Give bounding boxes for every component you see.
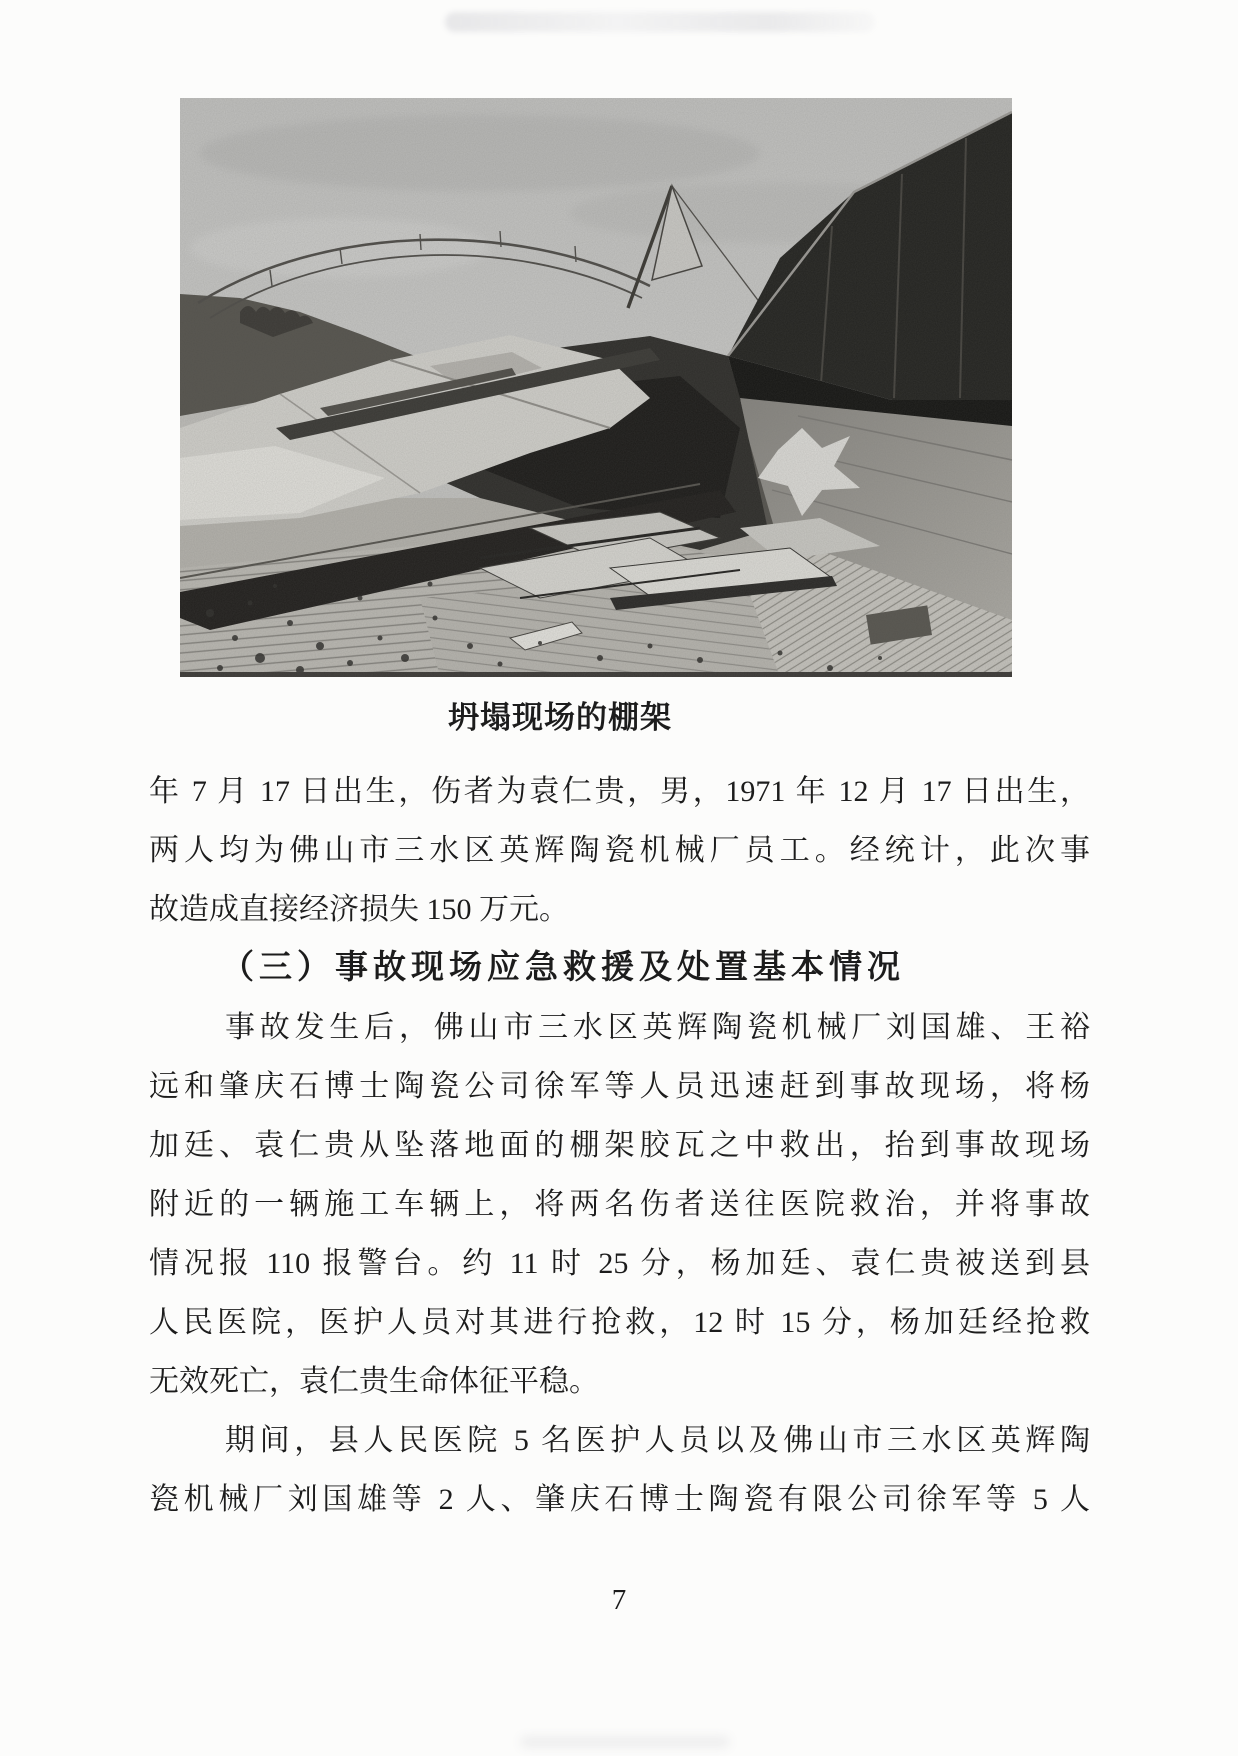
body-line-7: 加廷、袁仁贵从坠落地面的棚架胶瓦之中救出，抬到事故现场 [149, 1129, 1090, 1162]
section-heading: （三）事故现场应急救援及处置基本情况 [221, 950, 905, 986]
body-line-8: 附近的一辆施工车辆上，将两名伤者送往医院救治，并将事故 [149, 1188, 1090, 1221]
body-line-6: 远和肇庆石博士陶瓷公司徐军等人员迅速赶到事故现场，将杨 [149, 1070, 1090, 1103]
scene-photo [180, 98, 1012, 677]
body-line-3: 故造成直接经济损失 150 万元。 [149, 893, 569, 926]
body-line-9: 情况报 110 报警台。约 11 时 25 分，杨加廷、袁仁贵被送到县 [149, 1247, 1090, 1280]
scan-artifact-top [445, 12, 875, 32]
collapsed-shed-illustration [180, 98, 1012, 677]
photo-caption: 坍塌现场的棚架 [448, 700, 672, 735]
body-line-11: 无效死亡，袁仁贵生命体征平稳。 [149, 1365, 599, 1398]
body-line-1: 年 7 月 17 日出生，伤者为袁仁贵，男，1971 年 12 月 17 日出生， [149, 775, 1090, 808]
scan-artifact-bottom [520, 1736, 730, 1748]
body-line-12: 期间，县人民医院 5 名医护人员以及佛山市三水区英辉陶 [225, 1424, 1090, 1457]
body-line-10: 人民医院，医护人员对其进行抢救，12 时 15 分，杨加廷经抢救 [149, 1306, 1090, 1339]
body-text [149, 762, 1090, 1529]
body-line-2: 两人均为佛山市三水区英辉陶瓷机械厂员工。经统计，此次事 [149, 834, 1090, 867]
page-number: 7 [611, 1584, 627, 1616]
body-line-5: 事故发生后，佛山市三水区英辉陶瓷机械厂刘国雄、王裕 [225, 1011, 1090, 1044]
body-line-13: 瓷机械厂刘国雄等 2 人、肇庆石博士陶瓷有限公司徐军等 5 人 [149, 1483, 1090, 1516]
